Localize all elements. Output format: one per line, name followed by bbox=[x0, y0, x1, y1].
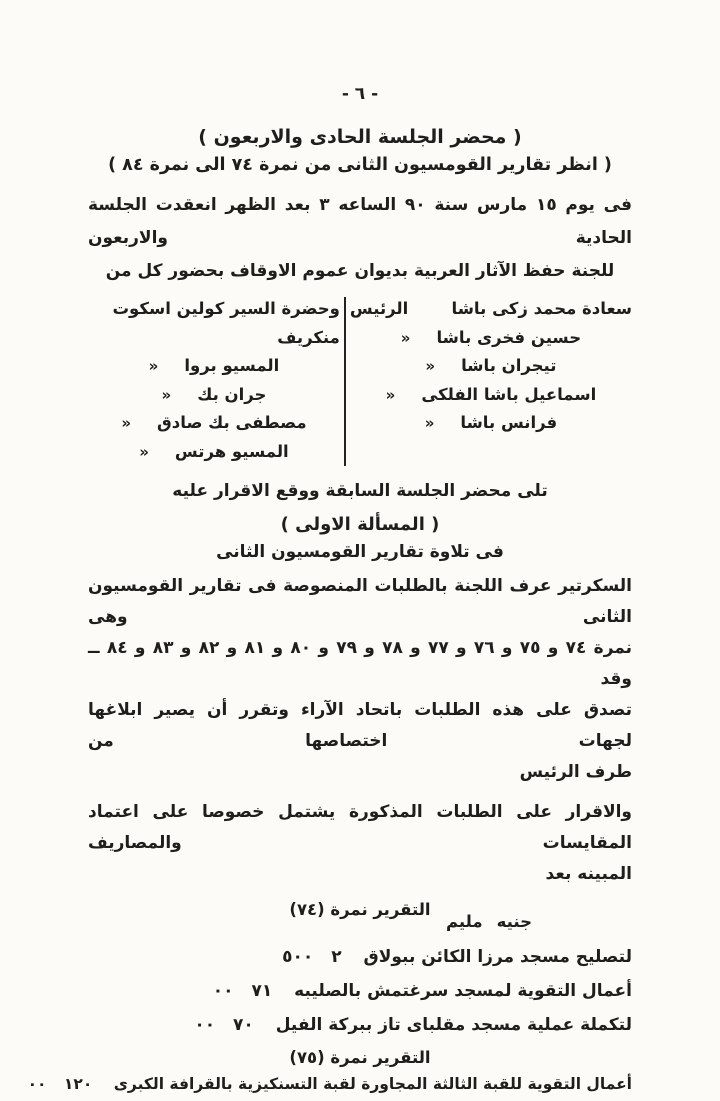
paragraph-line: المبينه بعد bbox=[545, 864, 632, 884]
ditto-mark: « bbox=[385, 385, 396, 404]
attendee-row bbox=[88, 295, 340, 352]
attendee-name: مصطفى بك صادق bbox=[157, 413, 307, 432]
attendee-president-row bbox=[350, 295, 632, 324]
ditto-mark: « bbox=[161, 385, 172, 404]
paragraph-line: تصدق على هذه الطلبات باتحاد الآراء وتقرر أن يصير ابلاغها لجهات اختصاصها من bbox=[88, 700, 632, 751]
attendee-row bbox=[88, 352, 340, 381]
pound-column-header: جنيه bbox=[496, 912, 532, 931]
amount-millim: ٥٠٠ bbox=[282, 947, 314, 967]
previous-minutes-line: تلى محضر الجلسة السابقة ووقع الاقرار عليه bbox=[172, 481, 548, 501]
attendee-name: المسيو بروا bbox=[184, 356, 280, 375]
first-matter-title: ( المسألة الاولى ) bbox=[280, 514, 440, 535]
expense-row bbox=[27, 1067, 632, 1101]
ditto-mark: « bbox=[424, 414, 435, 432]
session-heading: ( محضر الجلسة الحادى والاربعون ) bbox=[198, 126, 522, 148]
report-75-rows bbox=[27, 1067, 632, 1101]
attendee-name: تيجران باشا bbox=[461, 356, 557, 375]
ditto-mark: « bbox=[148, 357, 159, 375]
resolution-paragraph bbox=[88, 571, 632, 788]
ditto-mark: « bbox=[425, 357, 436, 375]
paragraph-line: طرف الرئيس bbox=[519, 762, 632, 782]
attendees-table bbox=[88, 295, 632, 466]
paragraph-line: والاقرار على الطلبات المذكورة يشتمل خصوصا على اعتماد المقايسات والمصاريف bbox=[88, 802, 632, 853]
report-75-title: التقرير نمرة (٧٥) bbox=[289, 1048, 431, 1067]
amount-pound: ٢ bbox=[331, 947, 342, 967]
amount-millim: ٠٠ bbox=[194, 1015, 216, 1035]
expense-row bbox=[88, 1008, 632, 1042]
attendee-row bbox=[350, 409, 632, 438]
attendee-name: وحضرة السير كولين اسكوت منكريف bbox=[112, 299, 340, 347]
first-matter-subtitle: فى تلاوة تقارير القومسيون الثانى bbox=[216, 542, 504, 562]
attendee-row bbox=[350, 324, 632, 353]
expense-description: أعمال التقوية للقبة الثالثة المجاورة لقبة التسنكيزية بالقرافة الكبرى bbox=[113, 1075, 632, 1093]
attendee-row bbox=[350, 381, 632, 410]
expense-description: لتكملة عملية مسجد مقلباى تاز ببركة الفيل bbox=[275, 1015, 632, 1035]
report-74-rows bbox=[88, 940, 632, 1042]
amount-column-headers bbox=[446, 912, 532, 931]
attendee-president-name: سعادة محمد زكى باشا bbox=[451, 299, 632, 318]
amount-millim: ٠٠ bbox=[27, 1075, 47, 1093]
attendee-name: اسماعيل باشا الفلكى bbox=[421, 384, 597, 404]
attendee-row bbox=[88, 381, 340, 410]
attendee-row bbox=[88, 409, 340, 438]
ditto-mark: « bbox=[139, 442, 149, 461]
intro-line-2: للجنة حفظ الآثار العربية بديوان عموم الاوقاف بحضور كل من bbox=[105, 261, 615, 281]
expense-description: لتصليح مسجد مرزا الكائن ببولاق bbox=[363, 947, 632, 967]
millim-column-header: مليم bbox=[445, 912, 483, 931]
report-numbers-line: نمرة ٧٤ و ٧٥ و ٧٦ و ٧٧ و ٧٨ و ٧٩ و ٨٠ و ٨١ و ٨٢ و ٨٣ و ٨٤ ــ وقد bbox=[88, 638, 633, 689]
intro-paragraph bbox=[88, 189, 632, 288]
attendee-name: جران بك bbox=[197, 384, 267, 404]
attendees-right-column bbox=[350, 295, 632, 466]
attendees-left-column bbox=[88, 295, 340, 466]
see-reports-heading: ( انظر تقارير القومسيون الثانى من نمرة ٧٤ الى نمرة ٨٤ ) bbox=[108, 155, 612, 175]
ditto-mark: « bbox=[400, 328, 411, 347]
attendee-name: المسيو هرتس bbox=[174, 441, 289, 461]
attendee-president-role: الرئيس bbox=[349, 299, 409, 318]
attendee-name: فرانس باشا bbox=[460, 413, 558, 432]
amount-pound: ١٢٠ bbox=[63, 1075, 93, 1093]
column-divider-rule bbox=[344, 297, 346, 466]
expense-row bbox=[88, 974, 632, 1008]
attendee-name: حسين فخرى باشا bbox=[436, 327, 582, 347]
amount-pound: ٧١ bbox=[251, 981, 273, 1001]
amount-millim: ٠٠ bbox=[212, 981, 234, 1001]
expense-description: أعمال التقوية لمسجد سرغتمش بالصليبه bbox=[294, 981, 632, 1001]
report-74-header bbox=[88, 890, 632, 940]
approval-paragraph bbox=[88, 797, 632, 890]
attendee-row bbox=[88, 438, 340, 467]
paragraph-line: السكرتير عرف اللجنة بالطلبات المنصوصة فى تقارير القومسيون الثانى وهى bbox=[88, 576, 632, 627]
page-number: - ٦ - bbox=[341, 84, 379, 104]
intro-line-1: فى يوم ١٥ مارس سنة ٩٠ الساعه ٣ بعد الظهر انعقدت الجلسة الحادية والاربعون bbox=[88, 195, 632, 248]
amount-pound: ٧٠ bbox=[233, 1015, 254, 1035]
report-74-title: التقرير نمرة (٧٤) bbox=[289, 900, 431, 919]
attendee-row bbox=[350, 352, 632, 381]
ditto-mark: « bbox=[121, 414, 132, 432]
expense-row bbox=[88, 940, 632, 974]
